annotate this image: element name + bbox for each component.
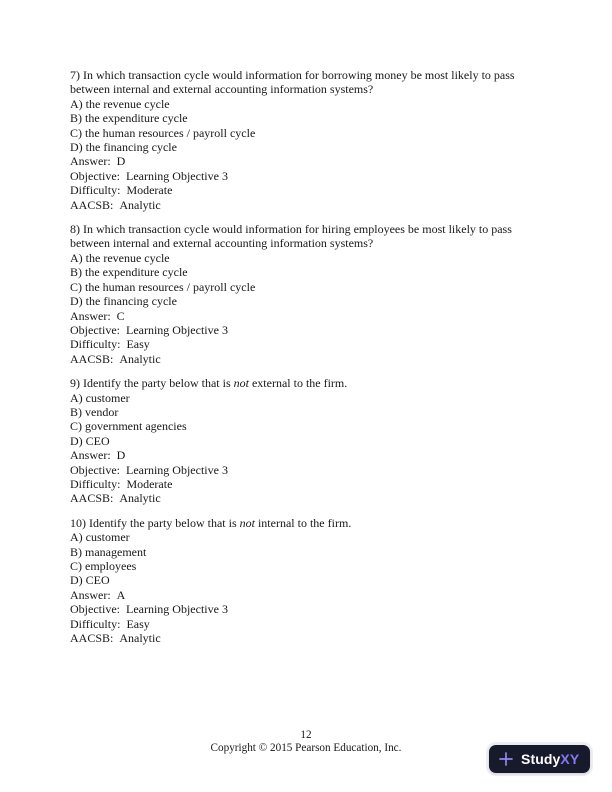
meta-value: Easy [126,337,150,352]
meta-label: Answer: [70,308,111,323]
meta-value: Moderate [126,476,173,491]
meta-line [70,617,546,631]
meta-label: Objective: [70,462,120,477]
stem-text: external to the firm. [248,376,348,391]
stem-italic-word: not [233,376,249,391]
meta-value: D [116,154,126,169]
meta-label: AACSB: [70,351,114,366]
meta-line [70,602,546,616]
brand-study: Study [521,750,561,767]
question-stem [70,516,546,530]
answer-choice: B) management [70,544,147,559]
page-number: 12 [300,729,312,741]
meta-line [70,588,546,602]
answer-choice: C) employees [70,559,137,573]
meta-line [70,183,546,197]
answer-choice: A) customer [70,530,130,545]
meta-value: Learning Objective 3 [125,168,228,183]
meta-label: Objective: [70,602,120,617]
questions-area [70,68,546,655]
question-stem [70,68,546,97]
meta-value: Analytic [119,351,161,366]
meta-label: Difficulty: [70,337,121,352]
meta-label: Difficulty: [70,183,121,198]
copyright-line: Copyright © 2015 Pearson Education, Inc. [210,742,402,755]
meta-label: Answer: [70,154,111,169]
answer-choice: C) the human resources / payroll cycle [70,125,256,140]
choices-list [70,391,546,449]
stem-text: 7) In which transaction cycle would information for borrowing money be most likely to pass between internal and external accounting information systems? [70,68,518,97]
meta-line [70,631,546,645]
brand-text [521,752,579,766]
meta-value: Learning Objective 3 [125,322,228,337]
meta-value: Analytic [119,631,161,646]
choices-list [70,530,546,588]
question-meta [70,154,546,212]
studyxy-watermark [489,745,590,773]
choices-list [70,251,546,309]
meta-value: C [116,308,125,323]
plus-icon [498,751,514,767]
answer-choice: D) CEO [70,433,110,448]
stem-text: internal to the firm. [254,515,352,530]
meta-value: Easy [126,616,150,631]
meta-value: D [116,448,126,463]
meta-value: Analytic [119,197,161,212]
question-meta [70,309,546,367]
stem-text: 9) Identify the party below that is [70,376,234,391]
meta-label: Difficulty: [70,616,121,631]
question-meta [70,588,546,646]
question-block [70,516,546,646]
meta-value: A [116,587,126,602]
meta-line [70,463,546,477]
meta-label: Objective: [70,322,120,337]
meta-label: Answer: [70,587,111,602]
meta-line [70,352,546,366]
question-block [70,222,546,366]
answer-choice: D) the financing cycle [70,294,177,309]
meta-value: Moderate [126,183,173,198]
answer-choice: B) the expenditure cycle [70,265,188,280]
stem-italic-word: not [239,515,255,530]
answer-choice: C) the human resources / payroll cycle [70,279,256,294]
stem-text: 8) In which transaction cycle would information for hiring employees be most likely to pass between internal and external accounting information systems? [70,222,515,251]
brand-xy: XY [560,750,580,767]
choices-list [70,97,546,155]
question-block [70,376,546,506]
question-stem [70,222,546,251]
meta-label: Difficulty: [70,476,121,491]
meta-line [70,477,546,491]
meta-label: AACSB: [70,631,114,646]
question-meta [70,448,546,506]
meta-line [70,169,546,183]
meta-line [70,154,546,168]
meta-line [70,337,546,351]
meta-value: Analytic [119,491,161,506]
meta-label: Objective: [70,168,120,183]
answer-choice: A) the revenue cycle [70,250,170,265]
stem-text: 10) Identify the party below that is [70,515,240,530]
meta-label: AACSB: [70,491,114,506]
meta-line [70,198,546,212]
meta-value: Learning Objective 3 [125,602,228,617]
meta-line [70,491,546,505]
meta-line [70,448,546,462]
answer-choice: A) customer [70,390,130,405]
answer-choice: D) the financing cycle [70,140,177,155]
answer-choice: B) vendor [70,404,119,419]
question-stem [70,376,546,390]
answer-choice: B) the expenditure cycle [70,111,188,126]
answer-choice: C) government agencies [70,419,187,434]
answer-choice: A) the revenue cycle [70,96,170,111]
meta-line [70,323,546,337]
question-block [70,68,546,212]
meta-label: AACSB: [70,197,114,212]
meta-value: Learning Objective 3 [125,462,228,477]
meta-line [70,309,546,323]
meta-label: Answer: [70,448,111,463]
answer-choice: D) CEO [70,573,110,588]
